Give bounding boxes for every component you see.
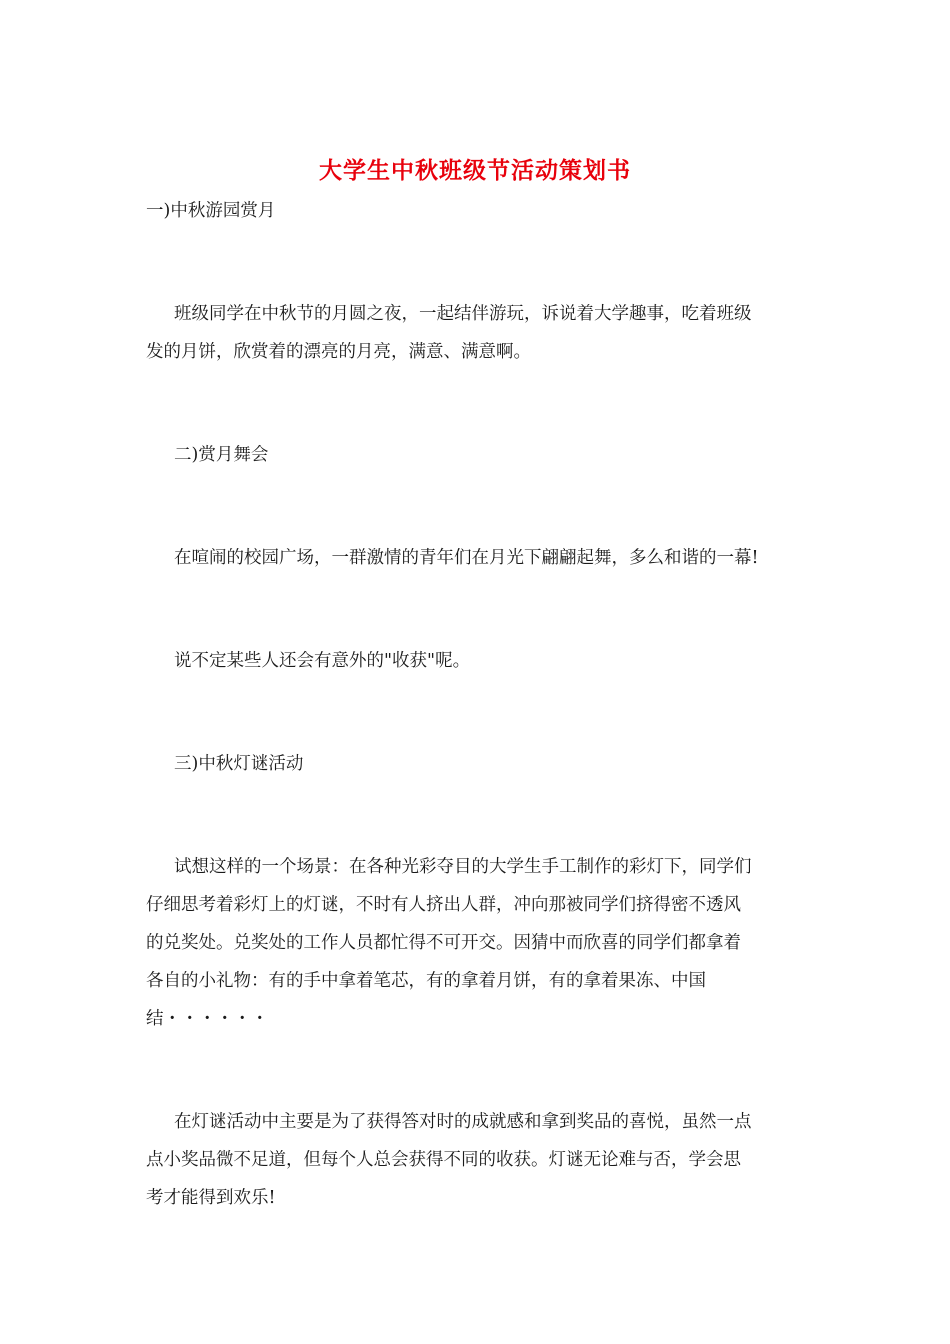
- paragraph-3-line-1: 说不定某些人还会有意外的"收获"呢。: [174, 651, 471, 671]
- paragraph-5-line-2: 点小奖品微不足道，但每个人总会获得不同的收获。灯谜无论难与否，学会思: [146, 1150, 741, 1170]
- paragraph-2-line-1: 在喧闹的校园广场，一群激情的青年们在月光下翩翩起舞，多么和谐的一幕!: [174, 548, 759, 568]
- paragraph-5-line-1: 在灯谜活动中主要是为了获得答对时的成就感和拿到奖品的喜悦，虽然一点: [174, 1112, 752, 1132]
- paragraph-5-line-3: 考才能得到欢乐!: [146, 1188, 276, 1208]
- paragraph-4-line-4: 各自的小礼物：有的手中拿着笔芯，有的拿着月饼，有的拿着果冻、中国: [146, 971, 706, 991]
- document-title: 大学生中秋班级节活动策划书: [319, 157, 631, 184]
- paragraph-1-line-1: 班级同学在中秋节的月圆之夜，一起结伴游玩，诉说着大学趣事，吃着班级: [174, 304, 752, 324]
- paragraph-4-line-1: 试想这样的一个场景：在各种光彩夺目的大学生手工制作的彩灯下，同学们: [174, 857, 752, 877]
- section-heading-2: 二)赏月舞会: [174, 445, 269, 465]
- paragraph-4-line-3: 的兑奖处。兑奖处的工作人员都忙得不可开交。因猜中而欣喜的同学们都拿着: [146, 933, 741, 953]
- paragraph-4-line-5: 结・・・・・・: [146, 1009, 269, 1029]
- section-heading-3: 三)中秋灯谜活动: [174, 754, 304, 774]
- paragraph-4-line-2: 仔细思考着彩灯上的灯谜，不时有人挤出人群，冲向那被同学们挤得密不透风: [146, 895, 741, 915]
- paragraph-1-line-2: 发的月饼，欣赏着的漂亮的月亮，满意、满意啊。: [146, 342, 531, 362]
- section-heading-1: 一)中秋游园赏月: [146, 201, 276, 221]
